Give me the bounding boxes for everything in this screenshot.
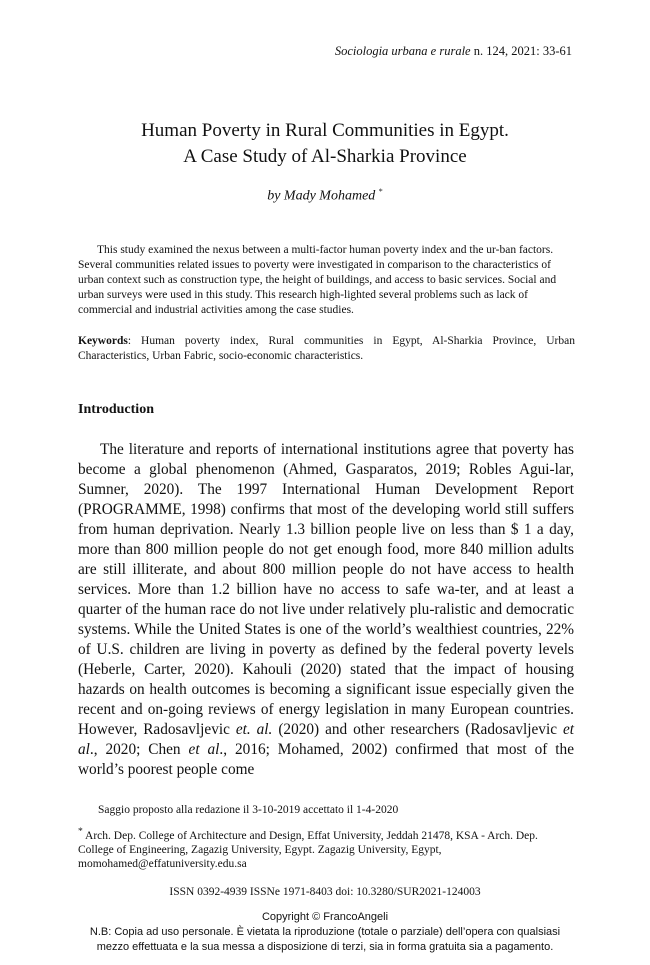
affiliation-text: Arch. Dep. College of Architecture and Design, Effat University, Jeddah 21478, KSA - Arch. Dep. College of Engineering, Zagazig University, Egypt. Zagazig University, Egypt, momohamed@effatuniversity.edu.sa xyxy=(78,829,538,870)
author-footnote-mark: * xyxy=(378,187,383,196)
body-text-1: The literature and reports of international institutions agree that poverty has become a global phenomenon (Ahmed, Gasparatos, 2019; Robles Agui-lar, Sumner, 2020). The 1997 International Human Development Report (PROGRAMME, 1998) confirms that most of the developing world still suffers from human deprivation. Nearly 1.3 billion people live on less than $ 1 a day, more than 800 million people do not get enough food, more 840 million adults are still illiterate, and about 800 million people do not have access to health services. More than 1.2 billion have no access to safe wa-ter, and at least a quarter of the human race do not live under relatively plu-ralistic and democratic systems. While the United States is one of the world’s wealthiest countries, 22% of U.S. children are living in poverty as defined by the federal poverty levels (Heberle, Carter, 2020). Kahouli (2020) stated that the impact of housing hazards on health outcomes is becoming a significant issue especially given the recent and on-going reviews of energy legislation in many European countries. However, Radosavljevic xyxy=(78,441,574,738)
copyright-footer xyxy=(0,910,650,955)
section-heading: Introduction xyxy=(78,402,154,417)
journal-header xyxy=(335,44,572,59)
abstract: This study examined the nexus between a multi-factor human poverty index and the ur-ban factors. Several communities related issues to poverty were investigated in comparison to the characteristics of urban context such as construction type, the height of buildings, and access to basic services. Social and urban surveys were used in this study. This research high-lighted several problems such as lack of commercial and industrial activities among the case studies. xyxy=(78,244,557,316)
journal-name: Sociologia urbana e rurale xyxy=(334,44,471,58)
body-paragraph xyxy=(78,440,574,780)
body-text-2: (2020) and other researchers (Radosavljevic xyxy=(272,721,563,738)
journal-issue: n. 124, 2021: 33-61 xyxy=(470,44,572,58)
keywords xyxy=(78,334,575,364)
affiliation-footnote xyxy=(78,825,575,871)
issn-line: ISSN 0392-4939 ISSNe 1971-8403 doi: 10.3280/SUR2021-124003 xyxy=(169,886,481,898)
copyright-line: Copyright © FrancoAngeli xyxy=(261,911,389,923)
body-text-3: ., 2020; Chen xyxy=(89,741,189,758)
title-line-1: Human Poverty in Rural Communities in Egypt. xyxy=(141,120,509,141)
affiliation-mark: * xyxy=(78,826,83,837)
body-etal-1: et. al. xyxy=(235,721,273,738)
body-text-4: ., 2016; Mohamed, 2002) confirmed that most of the world’s poorest people come xyxy=(78,741,574,778)
submission-note: Saggio proposto alla redazione il 3-10-2019 accettato il 1-4-2020 xyxy=(98,804,399,816)
title-line-2: A Case Study of Al-Sharkia Province xyxy=(183,146,467,167)
keywords-text: : Human poverty index, Rural communities in Egypt, Al-Sharkia Province, Urban Characteristics, Urban Fabric, socio-economic characteristics. xyxy=(78,335,575,362)
keywords-label: Keywords xyxy=(78,335,128,347)
copyright-notice-1: N.B: Copia ad uso personale. È vietata la riproduzione (totale o parziale) dell’opera con qualsiasi xyxy=(89,926,561,938)
body-etal-3: et al xyxy=(188,741,220,758)
author-byline xyxy=(0,187,650,205)
body-etal-2: et al xyxy=(78,721,574,758)
paper-title xyxy=(0,118,650,170)
author-name: by Mady Mohamed xyxy=(267,188,376,204)
copyright-notice-2: mezzo effettuata e la sua messa a disposizione di terzi, sia in forma gratuita sia a pagamento. xyxy=(96,941,554,953)
